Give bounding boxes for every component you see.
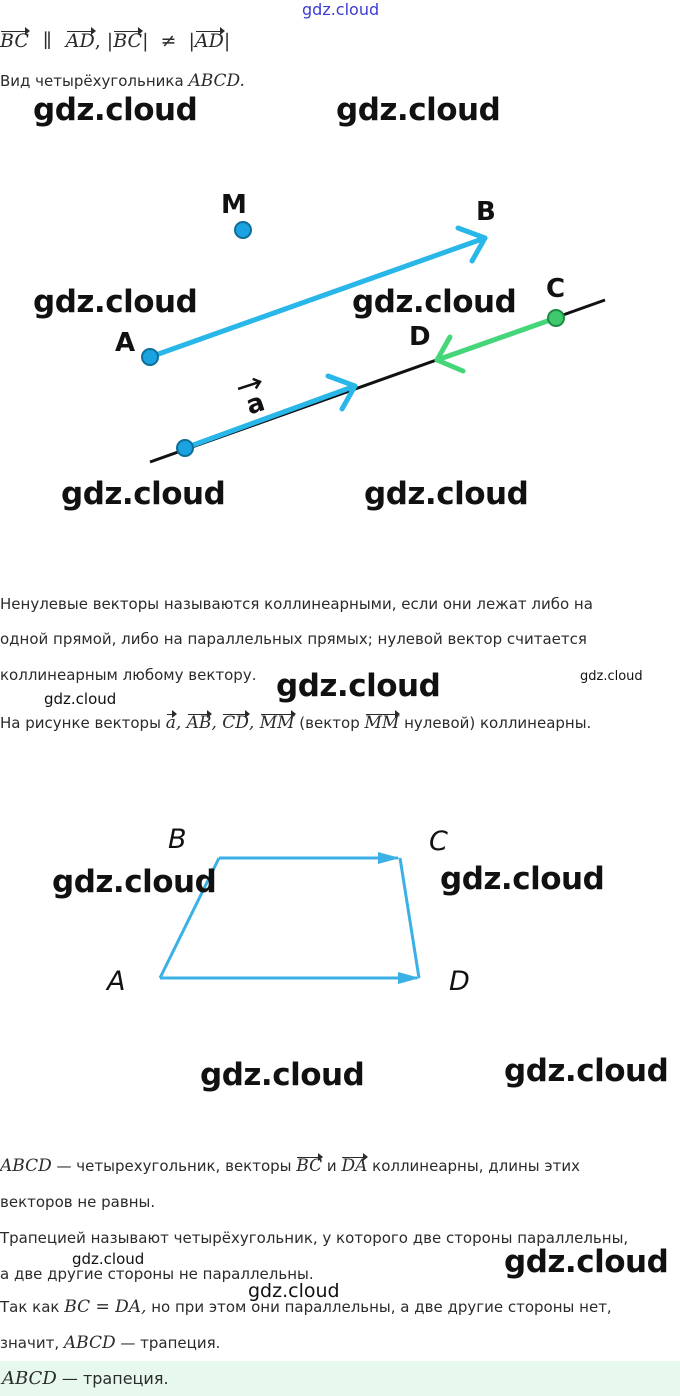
watermark: gdz.cloud <box>33 92 198 128</box>
comma: , <box>94 30 101 52</box>
vector-a-start-point <box>177 440 193 456</box>
figure-caption: На рисунке векторы a, AB, CD, MM (вектор MM нулевой) коллинеарны. <box>0 713 592 733</box>
watermark: gdz.cloud <box>33 284 198 320</box>
vec-mm: MM <box>259 713 295 733</box>
vec-a: a <box>165 713 176 733</box>
watermark-small: gdz.cloud <box>72 1250 145 1268</box>
para2-and: и <box>326 1157 337 1175</box>
watermark: gdz.cloud <box>336 92 501 128</box>
vec-cd: CD <box>222 713 249 733</box>
para4-l2-post: — трапеция. <box>120 1334 221 1352</box>
vector-a <box>185 386 355 448</box>
answer-label: — трапеция. <box>61 1369 169 1388</box>
definition-line-2: одной прямой, либо на параллельных прямых; нулевой вектор считается <box>0 630 587 648</box>
answer-text <box>2 1369 169 1389</box>
caption-pre: На рисунке векторы <box>0 714 161 732</box>
vec-bc: BC <box>296 1156 323 1176</box>
para2-line-1 <box>0 1156 580 1176</box>
vector-cd <box>437 318 556 360</box>
para4-pre: Так как <box>0 1298 60 1316</box>
vec-mm-2: MM <box>364 713 400 733</box>
para2-text: — четырехугольник, векторы <box>56 1157 292 1175</box>
vector-ad: AD <box>65 30 95 52</box>
watermark: gdz.cloud <box>52 864 217 900</box>
point-a <box>142 349 158 365</box>
collinear-vectors-figure <box>0 180 680 480</box>
para4-l2-pre: значит, <box>0 1334 60 1352</box>
point-c <box>548 310 564 326</box>
label-a: A <box>115 328 136 358</box>
watermark: gdz.cloud <box>276 668 441 704</box>
watermark: gdz.cloud <box>504 1244 669 1280</box>
quad-type-line <box>0 71 245 91</box>
para4-line-2 <box>0 1333 220 1353</box>
parallel-sign: ∥ <box>42 30 52 52</box>
watermark: gdz.cloud <box>352 284 517 320</box>
watermark: gdz.cloud <box>364 476 529 512</box>
definition-line-1: Ненулевые векторы называются коллинеарными, если они лежат либо на <box>0 595 593 613</box>
watermark: gdz.cloud <box>61 476 226 512</box>
para4-l2-math: ABCD <box>63 1333 116 1353</box>
vector-bc: BC <box>0 30 29 52</box>
watermark-small: gdz.cloud <box>44 690 117 708</box>
label-vector-a: a <box>242 387 269 422</box>
definition-line-3: коллинеарным любому вектору. <box>0 666 257 684</box>
label-a: A <box>107 966 126 997</box>
watermark: gdz.cloud <box>504 1053 669 1089</box>
vector-ad-abs: AD <box>194 30 224 52</box>
para3-line-1: Трапецией называют четырёхугольник, у которого две стороны параллельны, <box>0 1229 629 1247</box>
para4-post: но при этом они параллельны, а две другие стороны нет, <box>151 1298 612 1316</box>
label-d: D <box>449 966 470 997</box>
watermark-top: gdz.cloud <box>302 0 380 19</box>
para2-line-2: векторов не равны. <box>0 1193 156 1211</box>
vec-da: DA <box>341 1156 368 1176</box>
para2-end: коллинеарны, длины этих <box>372 1157 580 1175</box>
trapezoid-figure <box>0 810 680 1010</box>
answer-math: ABCD <box>2 1368 57 1389</box>
point-m <box>235 222 251 238</box>
watermark-small: gdz.cloud <box>580 669 643 684</box>
watermark: gdz.cloud <box>200 1057 365 1093</box>
vector-bc-abs: BC <box>113 30 143 52</box>
label-b: B <box>476 197 496 227</box>
para4-math: BC = DA, <box>64 1297 147 1317</box>
para3-line-2: а две другие стороны не параллельны. <box>0 1265 314 1283</box>
label-c: C <box>429 826 448 857</box>
caption-mid: (вектор <box>299 714 360 732</box>
para4-line-1 <box>0 1297 612 1317</box>
label-c: C <box>546 274 566 304</box>
watermark: gdz.cloud <box>440 861 605 897</box>
quad-type-math: ABCD. <box>188 71 245 91</box>
para2-math: ABCD <box>0 1156 52 1176</box>
caption-post: нулевой) коллинеарны. <box>404 714 592 732</box>
vector-bc-arrowhead <box>378 852 400 864</box>
label-d: D <box>409 322 431 352</box>
side-cd <box>400 858 419 978</box>
neq-sign: ≠ <box>160 30 177 52</box>
label-b: B <box>168 824 187 855</box>
vector-relation: BC ∥ AD, |BC| ≠ |AD| <box>0 30 231 52</box>
vector-ad-arrowhead <box>398 972 420 984</box>
vec-ab: AB <box>186 713 212 733</box>
watermark-small: gdz.cloud <box>248 1280 340 1302</box>
quad-type-text: Вид четырёхугольника <box>0 72 184 90</box>
label-m: M <box>221 190 247 220</box>
